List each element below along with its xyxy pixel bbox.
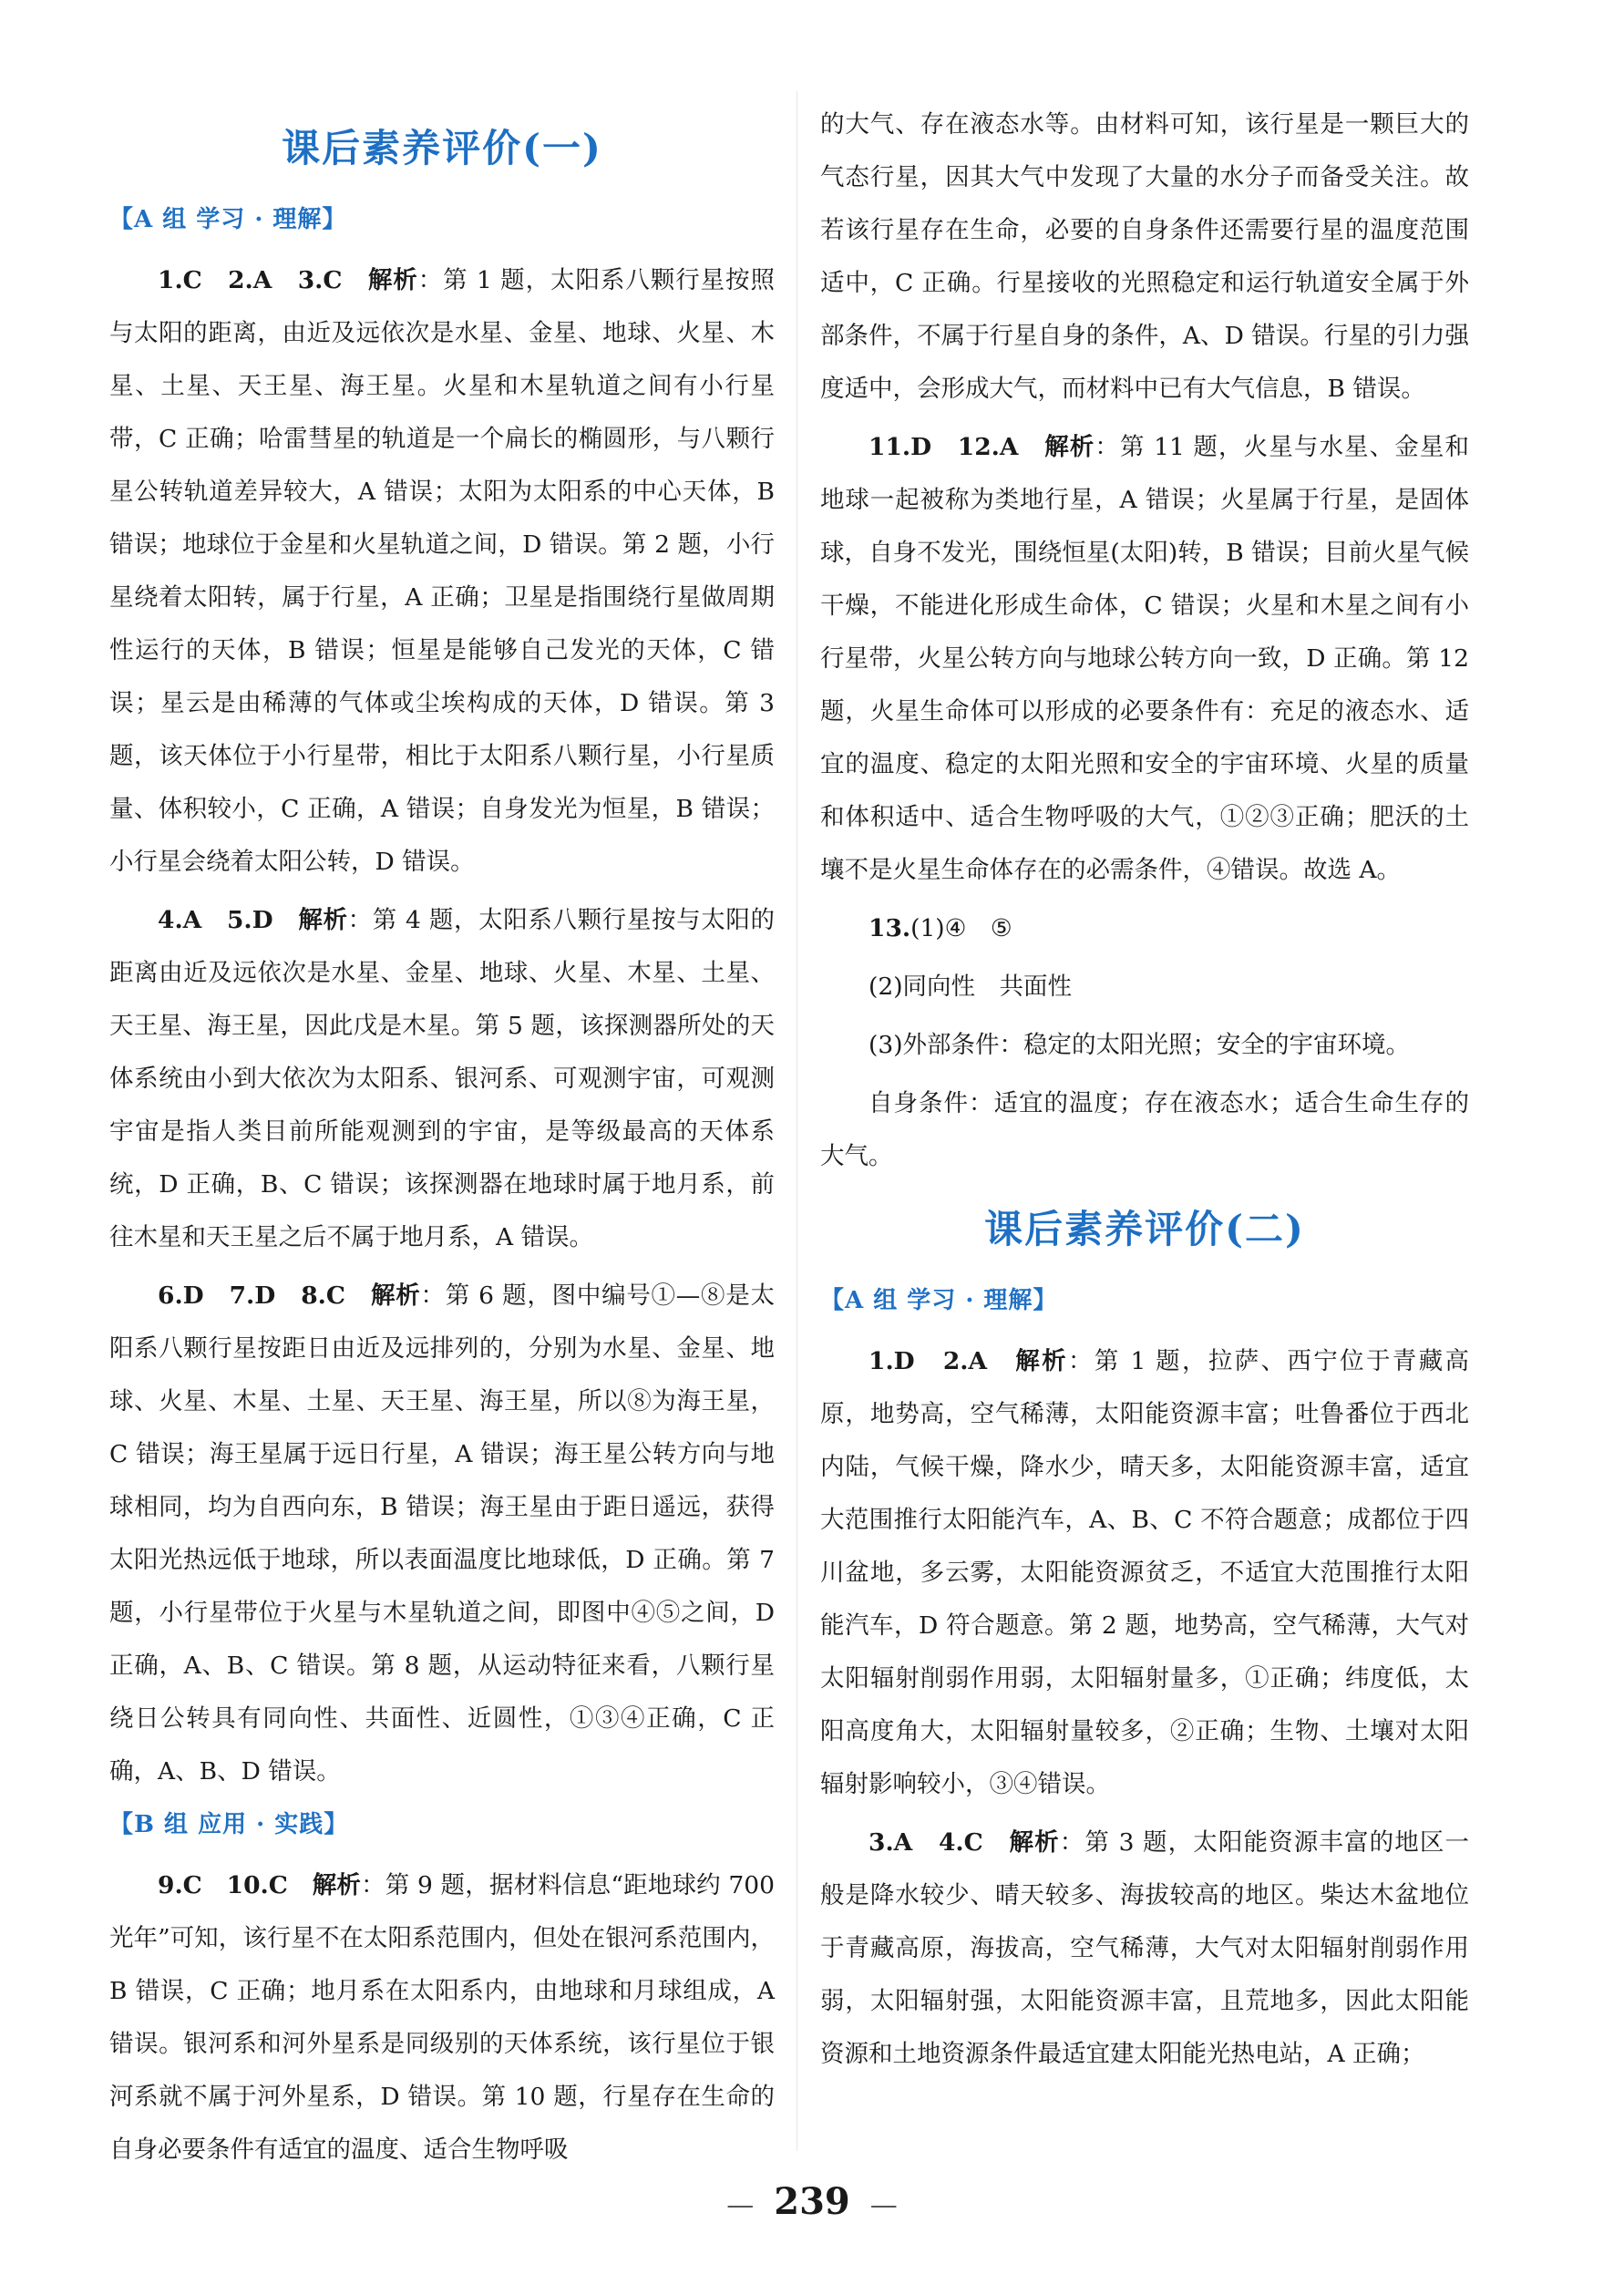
answer-keys: 9.C 10.C bbox=[158, 1871, 313, 1899]
section-title: 课后素养评价(一) bbox=[282, 126, 602, 170]
group-a2-heading: 【A 组 学习 · 理解】 bbox=[820, 1287, 1058, 1314]
analysis-label: 解析 bbox=[1015, 1347, 1068, 1375]
answer-keys: 1.D 2.A bbox=[869, 1347, 1016, 1375]
q13-line bbox=[820, 902, 1469, 955]
analysis-text: ：第 9 题，据材料信息“距地球约 700 光年”可知，该行星不在太阳系范围内，但处在银河系范围内，B 错误，C 正确；地月系在太阳系内，由地球和月球组成，A 错误。银河系和河外星系是同级别的天体系统，该行星位于银河系就不属于河外星系，D 错误。第 10 题，行星存在生命的自身必要条件有适宜的温度、适合生物呼吸 bbox=[109, 1871, 776, 2164]
answer-paragraph bbox=[109, 894, 775, 1264]
answer-keys: 4.A 5.D bbox=[158, 906, 299, 934]
answer-keys: 13. bbox=[869, 914, 911, 942]
analysis-text: ：第 11 题，火星与水星、金星和地球一起被称为类地行星，A 错误；火星属于行星，是固体球，自身不发光，围绕恒星(太阳)转，B 错误；目前火星气候干燥，不能进化形成生命体，C 错误；火星和木星之间有小行星带，火星公转方向与地球公转方向一致，D 正确。第 12 题，火星生命体可以形成的必要条件有：充足的液态水、适宜的温度、稳定的太阳光照和安全的宇宙环境、火星的质量和体积适中、适合生物呼吸的大气，①②③正确；肥沃的土壤不是火星生命体存在的必需条件，④错误。故选 A。 bbox=[820, 433, 1469, 884]
answer-keys: 11.D 12.A bbox=[869, 433, 1045, 461]
answer-paragraph-continued: 的大气、存在液态水等。由材料可知，该行星是一颗巨大的气态行星，因其大气中发现了大量的水分子而备受关注。故若该行星存在生命，必要的自身条件还需要行星的温度范围适中，C 正确。行星接收的光照稳定和运行轨道安全属于外部条件，不属于行星自身的条件，A、D 错误。行星的引力强度适中，会形成大气，而材料中已有大气信息，B 错误。 bbox=[820, 110, 1469, 403]
answer-paragraph bbox=[820, 1335, 1469, 1811]
q13-part-2: (2)同向性 共面性 bbox=[869, 973, 1073, 1001]
answer-keys: 3.A 4.C bbox=[869, 1828, 1010, 1857]
analysis-text: ：第 3 题，太阳能资源丰富的地区一般是降水较少、晴天较多、海拔较高的地区。柴达木盆地位于青藏高原，海拔高，空气稀薄，大气对太阳辐射削弱作用弱，太阳辐射强，太阳能资源丰富，且荒地多，因此太阳能资源和土地资源条件最适宜建太阳能光热电站，A 正确； bbox=[820, 1828, 1470, 2068]
answer-paragraph bbox=[820, 421, 1469, 897]
answer-paragraph bbox=[109, 1859, 775, 2177]
answer-keys: 6.D 7.D 8.C bbox=[158, 1281, 371, 1310]
q13-part-3: (3)外部条件：稳定的太阳光照；安全的宇宙环境。 bbox=[869, 1031, 1411, 1059]
left-column bbox=[109, 108, 775, 2182]
answer-paragraph bbox=[109, 1270, 775, 1798]
analysis-label: 解析 bbox=[370, 1281, 421, 1310]
page-number-value: 239 bbox=[774, 2180, 850, 2223]
answer-paragraph bbox=[820, 1817, 1469, 2081]
answer-keys: 1.C 2.A 3.C bbox=[158, 266, 368, 294]
answer-paragraph bbox=[109, 254, 775, 889]
group-b-heading: 【B 组 应用 · 实践】 bbox=[109, 1811, 349, 1838]
group-a-heading: 【A 组 学习 · 理解】 bbox=[109, 206, 347, 233]
q13-part-1: (1)④ ⑤ bbox=[910, 914, 1012, 942]
analysis-label: 解析 bbox=[1009, 1828, 1060, 1857]
page-number: — 239 — bbox=[726, 2180, 898, 2223]
analysis-label: 解析 bbox=[312, 1871, 362, 1899]
analysis-text: ：第 6 题，图中编号①—⑧是太阳系八颗行星按距日由近及远排列的，分别为水星、金星、地球、火星、木星、土星、天王星、海王星，所以⑧为海王星，C 错误；海王星属于远日行星，A 错误；海王星公转方向与地球相同，均为自西向东，B 错误；海王星由于距日遥远，获得太阳光热远低于地球，所以表面温度比地球低，D 正确。第 7 题，小行星带位于火星与木星轨道之间，即图中④⑤之间，D 正确，A、B、C 错误。第 8 题，从运动特征来看，八颗行星绕日公转具有同向性、共面性、近圆性，①③④正确，C 正确，A、B、D 错误。 bbox=[109, 1281, 776, 1786]
analysis-text: ：第 4 题，太阳系八颗行星按与太阳的距离由近及远依次是水星、金星、地球、火星、木星、土星、天王星、海王星，因此戊是木星。第 5 题，该探测器所处的天体系统由小到大依次为太阳系、银河系、可观测宇宙，可观测宇宙是指人类目前所能观测到的宇宙，是等级最高的天体系统，D 正确，B、C 错误；该探测器在地球时属于地月系，前往木星和天王星之后不属于地月系，A 错误。 bbox=[109, 906, 776, 1251]
analysis-text: ：第 1 题，太阳系八颗行星按照与太阳的距离，由近及远依次是水星、金星、地球、火星、木星、土星、天王星、海王星。火星和木星轨道之间有小行星带，C 正确；哈雷彗星的轨道是一个扁长的椭圆形，与八颗行星公转轨道差异较大，A 错误；太阳为太阳系的中心天体，B 错误；地球位于金星和火星轨道之间，D 错误。第 2 题，小行星绕着太阳转，属于行星，A 正确；卫星是指围绕行星做周期性运行的天体，B 错误；恒星是能够自己发光的天体，C 错误；星云是由稀薄的气体或尘埃构成的天体，D 错误。第 3 题，该天体位于小行星带，相比于太阳系八颗行星，小行星质量、体积较小，C 正确，A 错误；自身发光为恒星，B 错误；小行星会绕着太阳公转，D 错误。 bbox=[109, 266, 775, 876]
analysis-text: ：第 1 题，拉萨、西宁位于青藏高原，地势高，空气稀薄，太阳能资源丰富；吐鲁番位于西北内陆，气候干燥，降水少，晴天多，太阳能资源丰富，适宜大范围推行太阳能汽车，A、B、C 不符合题意；成都位于四川盆地，多云雾，太阳能资源贫乏，不适宜大范围推行太阳能汽车，D 符合题意。第 2 题，地势高，空气稀薄，大气对太阳辐射削弱作用弱，太阳辐射量多，①正确；纬度低，太阳高度角大，太阳辐射量较多，②正确；生物、土壤对太阳辐射影响较小，③④错误。 bbox=[820, 1347, 1469, 1798]
q13-part-4: 自身条件：适宜的温度；存在液态水；适合生命生存的大气。 bbox=[820, 1089, 1469, 1170]
section-title-2: 课后素养评价(二) bbox=[984, 1207, 1305, 1251]
analysis-label: 解析 bbox=[367, 266, 418, 294]
right-column bbox=[820, 98, 1469, 2086]
analysis-label: 解析 bbox=[298, 906, 348, 934]
analysis-label: 解析 bbox=[1044, 433, 1095, 461]
